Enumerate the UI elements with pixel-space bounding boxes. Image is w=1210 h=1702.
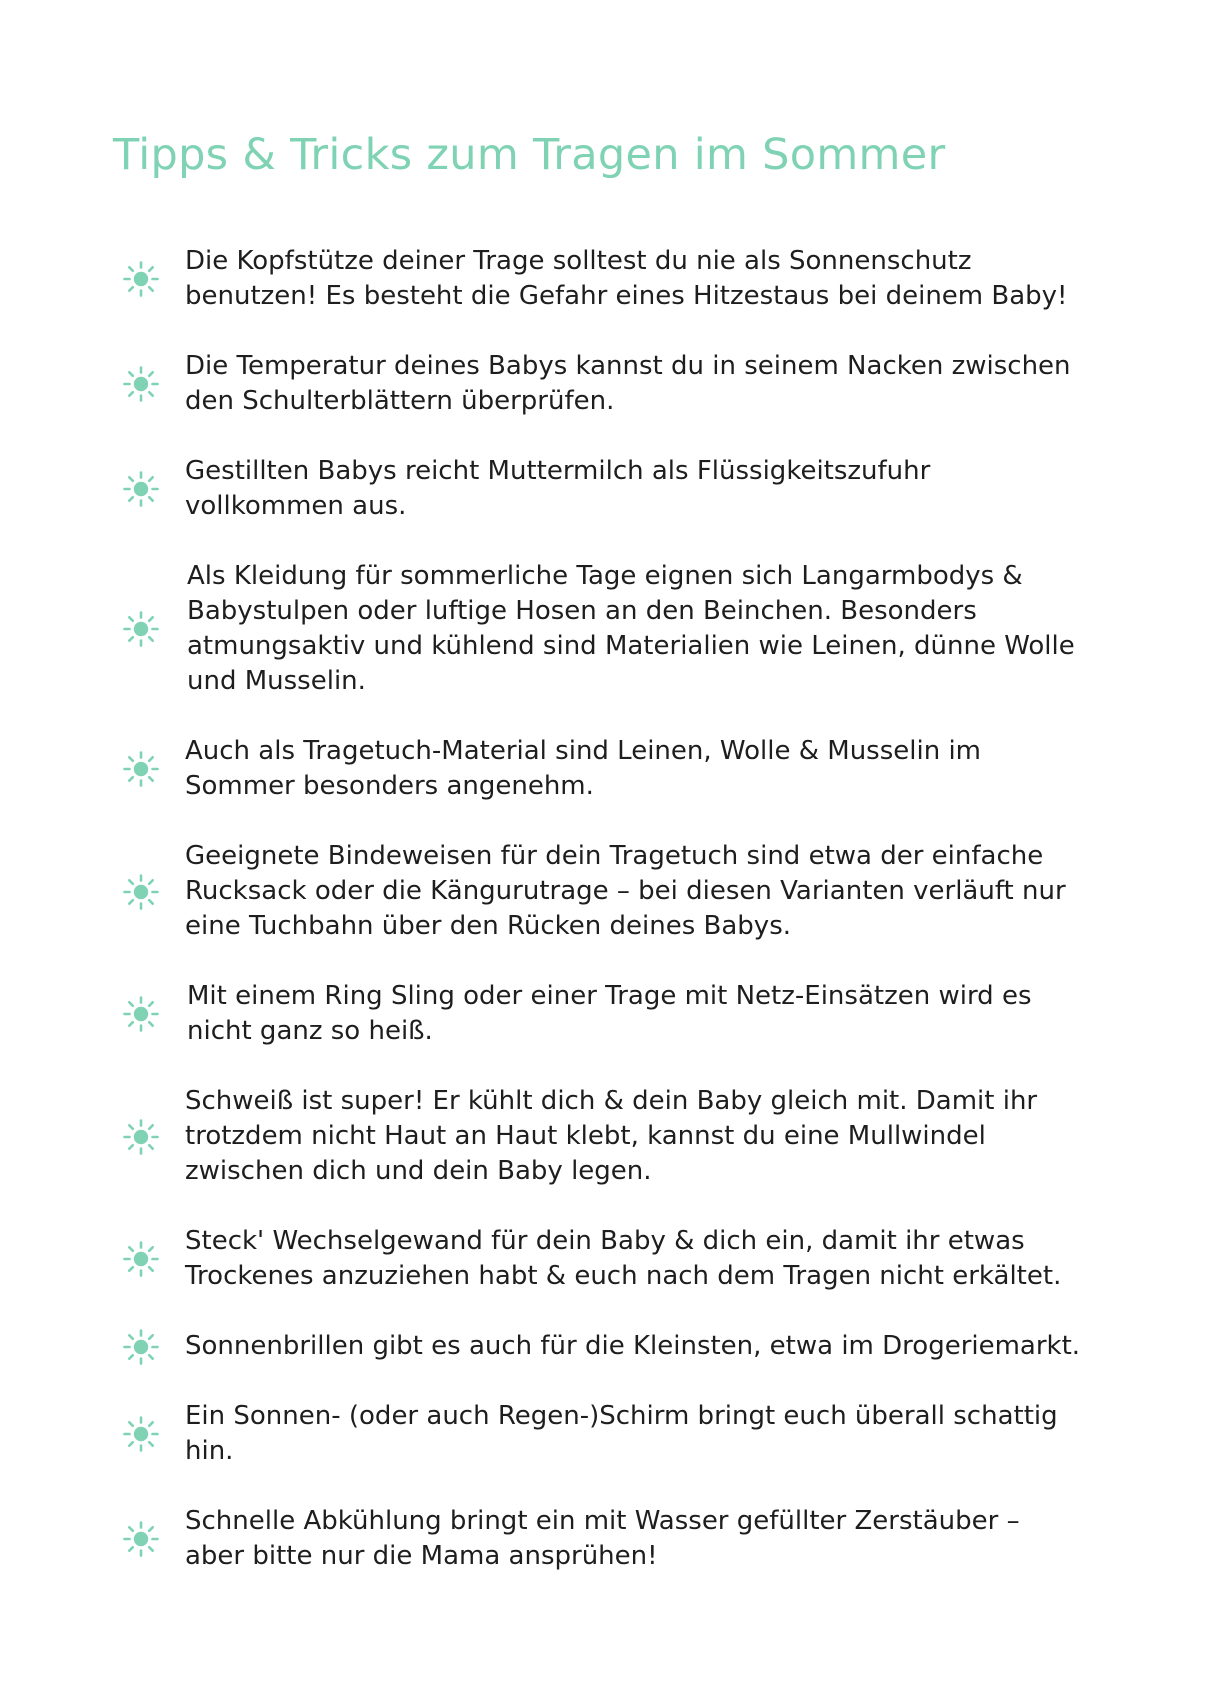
sun-icon (121, 1327, 161, 1367)
tip-text (185, 1399, 1105, 1469)
sun-icon (121, 1239, 161, 1279)
tip-text (185, 349, 1105, 419)
tip-line: Gestillten Babys reicht Muttermilch als Flüssigkeitszufuhr (185, 456, 931, 486)
tip-text (185, 1224, 1105, 1294)
tip-line: aber bitte nur die Mama ansprühen! (185, 1541, 658, 1571)
tip-line: atmungsaktiv und kühlend sind Materialien wie Leinen, dünne Wolle (187, 631, 1075, 661)
tip-line: und Musselin. (187, 666, 366, 696)
sun-icon (121, 259, 161, 299)
tip-line: nicht ganz so heiß. (187, 1016, 433, 1046)
sun-icon (121, 994, 161, 1034)
sun-icon (121, 749, 161, 789)
sun-icon (121, 1117, 161, 1157)
tip-line: eine Tuchbahn über den Rücken deines Babys. (185, 911, 791, 941)
tip-line: Trockenes anzuziehen habt & euch nach dem Tragen nicht erkältet. (185, 1261, 1062, 1291)
tip-line: hin. (185, 1436, 234, 1466)
tip-line: Steck' Wechselgewand für dein Baby & dich ein, damit ihr etwas (185, 1226, 1025, 1256)
page-title: Tipps & Tricks zum Tragen im Sommer (113, 130, 946, 180)
sun-icon (121, 609, 161, 649)
tip-line: Die Kopfstütze deiner Trage solltest du nie als Sonnenschutz (185, 246, 972, 276)
tip-line: Die Temperatur deines Babys kannst du in seinem Nacken zwischen (185, 351, 1071, 381)
tip-line: Schweiß ist super! Er kühlt dich & dein Baby gleich mit. Damit ihr (185, 1086, 1038, 1116)
tip-text (187, 979, 1107, 1049)
sun-icon (121, 872, 161, 912)
sun-icon (121, 1414, 161, 1454)
tip-text (187, 559, 1107, 699)
tip-line: Rucksack oder die Kängurutrage – bei diesen Varianten verläuft nur (185, 876, 1066, 906)
tip-text (185, 454, 1105, 524)
tip-line: vollkommen aus. (185, 491, 407, 521)
sun-icon (121, 1519, 161, 1559)
tip-line: zwischen dich und dein Baby legen. (185, 1156, 652, 1186)
sun-icon (121, 469, 161, 509)
tip-line: Schnelle Abkühlung bringt ein mit Wasser gefüllter Zerstäuber – (185, 1506, 1020, 1536)
tip-text (185, 734, 1105, 804)
tip-text (185, 1084, 1105, 1189)
tip-line: Sommer besonders angenehm. (185, 771, 594, 801)
tip-line: den Schulterblättern überprüfen. (185, 386, 615, 416)
tip-line: Babystulpen oder luftige Hosen an den Beinchen. Besonders (187, 596, 977, 626)
sun-icon (121, 364, 161, 404)
tip-line: Sonnenbrillen gibt es auch für die Kleinsten, etwa im Drogeriemarkt. (185, 1331, 1081, 1361)
tip-line: Geeignete Bindeweisen für dein Tragetuch sind etwa der einfache (185, 841, 1044, 871)
tip-line: Auch als Tragetuch-Material sind Leinen, Wolle & Musselin im (185, 736, 981, 766)
tip-line: benutzen! Es besteht die Gefahr eines Hitzestaus bei deinem Baby! (185, 281, 1068, 311)
tip-line: Ein Sonnen- (oder auch Regen-)Schirm bringt euch überall schattig (185, 1401, 1058, 1431)
tip-line: Mit einem Ring Sling oder einer Trage mit Netz-Einsätzen wird es (187, 981, 1032, 1011)
tip-text (185, 244, 1105, 314)
tip-text (185, 839, 1105, 944)
tip-text (185, 1504, 1105, 1574)
tip-line: Als Kleidung für sommerliche Tage eignen sich Langarmbodys & (187, 561, 1023, 591)
tip-text (185, 1329, 1105, 1364)
tip-line: trotzdem nicht Haut an Haut klebt, kannst du eine Mullwindel (185, 1121, 986, 1151)
